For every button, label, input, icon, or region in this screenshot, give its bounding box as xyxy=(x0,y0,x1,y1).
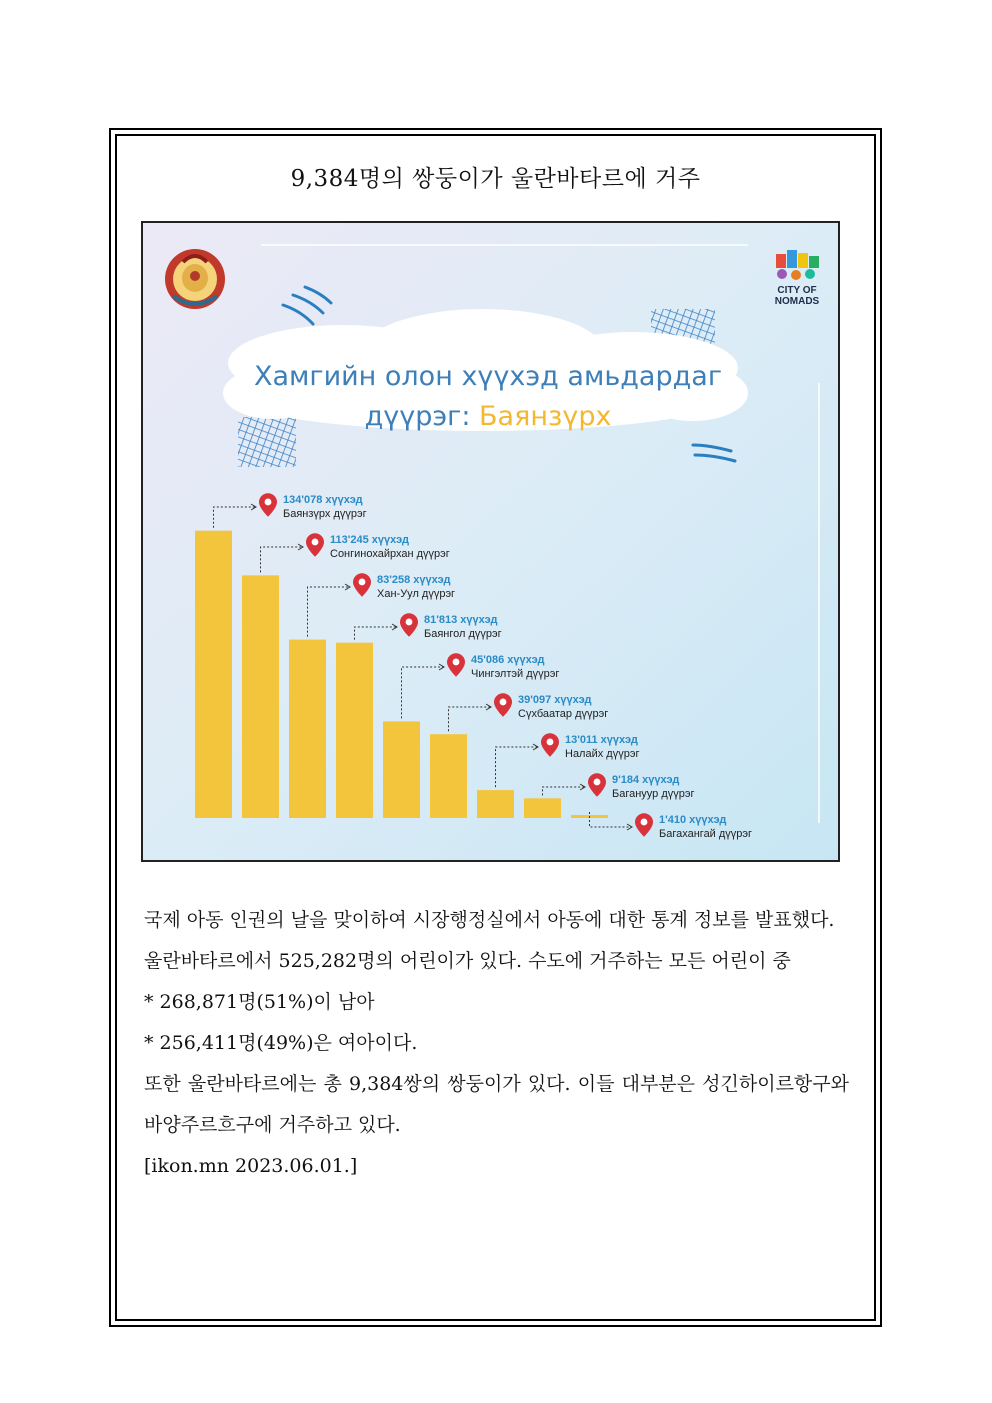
category-label-1: Баянзүрх дүүрэг xyxy=(283,508,367,520)
bar-1 xyxy=(195,531,232,818)
category-label-4: Баянгол дүүрэг xyxy=(424,628,502,640)
paragraph-twins: 또한 울란바타르에는 총 9,384쌍의 쌍둥이가 있다. 이들 대부분은 성긴하이르항구와 바양주르흐구에 거주하고 있다. xyxy=(144,1073,849,1136)
government-emblem-logo xyxy=(165,249,225,309)
bar-4 xyxy=(336,643,373,818)
category-label-8: Багануур дүүрэг xyxy=(612,788,695,800)
category-label-9: Багахангай дүүрэг xyxy=(659,828,753,840)
page-frame xyxy=(109,128,882,1327)
value-label-1: 134'078 хүүхэд xyxy=(283,494,363,506)
category-label-2: Сонгинохайрхан дүүрэг xyxy=(330,548,450,560)
infographic-svg xyxy=(143,223,838,860)
bar-3 xyxy=(289,640,326,818)
infographic xyxy=(141,221,840,862)
value-label-2: 113'245 хүүхэд xyxy=(330,534,410,546)
value-label-9: 1'410 хүүхэд xyxy=(659,814,727,826)
value-label-4: 81'813 хүүхэд xyxy=(424,614,498,626)
headline-line2 xyxy=(365,401,612,432)
value-label-8: 9'184 хүүхэд xyxy=(612,774,680,786)
value-label-3: 83'258 хүүхэд xyxy=(377,574,451,586)
bar-7 xyxy=(477,790,514,818)
value-label-6: 39'097 хүүхэд xyxy=(518,694,592,706)
category-label-3: Хан-Уул дүүрэг xyxy=(377,588,456,600)
document-title: 9,384명의 쌍둥이가 울란바타르에 거주 xyxy=(290,166,701,192)
logo-text-line2: NOMADS xyxy=(774,296,820,307)
bar-8 xyxy=(524,798,561,818)
value-label-7: 13'011 хүүхэд xyxy=(565,734,638,746)
category-label-5: Чингэлтэй дүүрэг xyxy=(471,668,560,680)
bar-6 xyxy=(430,734,467,818)
decorative-grid-left xyxy=(238,417,296,467)
headline-line2-highlight: Баянзүрх xyxy=(479,401,612,432)
bullet-girls: * 256,411명(49%)은 여아이다. xyxy=(144,1032,418,1054)
paragraph-intro: 국제 아동 인권의 날을 맞이하여 시장행정실에서 아동에 대한 통계 정보를 발표했다. xyxy=(144,909,835,931)
article-body xyxy=(144,900,849,1187)
value-label-5: 45'086 хүүхэд xyxy=(471,654,545,666)
bar-5 xyxy=(383,721,420,818)
category-label-7: Налайх дүүрэг xyxy=(565,748,640,760)
headline-line2-prefix: дүүрэг: xyxy=(364,401,480,432)
headline-line1: Хамгийн олон хүүхэд амьдардаг xyxy=(253,361,723,392)
source-citation: [ikon.mn 2023.06.01.] xyxy=(144,1155,358,1177)
logo-text-line1: CITY OF xyxy=(777,285,817,296)
category-label-6: Сүхбаатар дүүрэг xyxy=(518,708,609,720)
bullet-boys: * 268,871명(51%)이 남아 xyxy=(144,991,375,1013)
bar-2 xyxy=(242,575,279,818)
paragraph-children-count: 울란바타르에서 525,282명의 어린이가 있다. 수도에 거주하는 모든 어린이 중 xyxy=(144,950,791,972)
